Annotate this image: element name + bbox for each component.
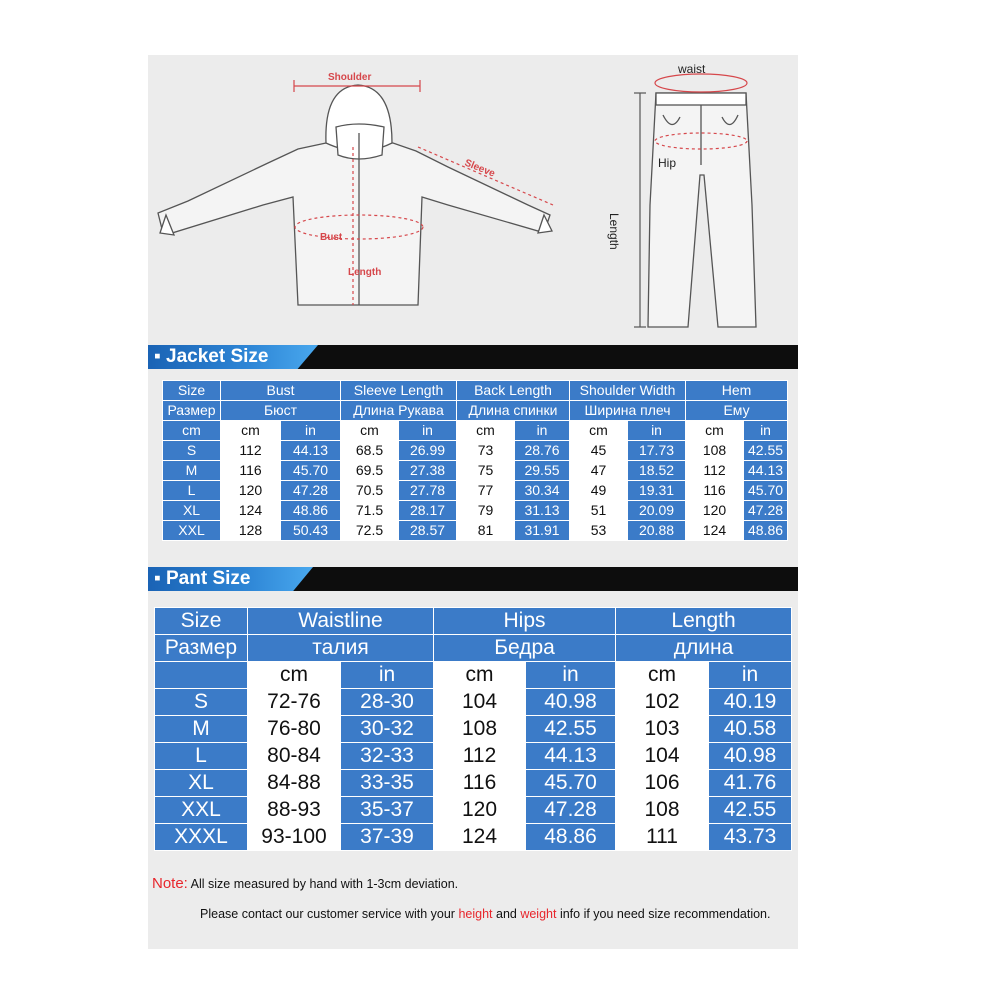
hip-label: Hip bbox=[658, 156, 677, 170]
unit-cell: in bbox=[515, 421, 570, 441]
size-cell: XXXL bbox=[155, 824, 248, 851]
cm-value-cell: 102 bbox=[616, 689, 709, 716]
pants-length-label: Length bbox=[607, 213, 621, 250]
jacket-length-label: Length bbox=[348, 267, 382, 278]
in-value-cell: 32-33 bbox=[341, 743, 434, 770]
in-value-cell: 20.09 bbox=[628, 501, 686, 521]
header-cell: длина bbox=[616, 635, 792, 662]
header-cell: талия bbox=[248, 635, 434, 662]
jacket-size-row bbox=[163, 521, 788, 541]
in-value-cell: 42.55 bbox=[526, 716, 616, 743]
note-and: and bbox=[492, 907, 521, 921]
jacket-size-banner bbox=[148, 345, 798, 369]
cm-value-cell: 116 bbox=[221, 461, 281, 481]
cm-value-cell: 88-93 bbox=[248, 797, 341, 824]
pant-size-table bbox=[154, 607, 792, 851]
cm-value-cell: 124 bbox=[434, 824, 526, 851]
bust-label: Bust bbox=[320, 232, 343, 243]
cm-value-cell: 47 bbox=[570, 461, 628, 481]
header-cell: Длина спинки bbox=[457, 401, 570, 421]
unit-cell: cm bbox=[341, 421, 399, 441]
pant-size-row bbox=[155, 797, 792, 824]
cm-value-cell: 103 bbox=[616, 716, 709, 743]
header-cell: Bust bbox=[221, 381, 341, 401]
unit-cell: cm bbox=[163, 421, 221, 441]
cm-value-cell: 77 bbox=[457, 481, 515, 501]
cm-value-cell: 51 bbox=[570, 501, 628, 521]
cm-value-cell: 69.5 bbox=[341, 461, 399, 481]
in-value-cell: 47.28 bbox=[281, 481, 341, 501]
in-value-cell: 40.98 bbox=[526, 689, 616, 716]
in-value-cell: 48.86 bbox=[281, 501, 341, 521]
header-cell: Size bbox=[155, 608, 248, 635]
in-value-cell: 44.13 bbox=[744, 461, 788, 481]
cm-value-cell: 53 bbox=[570, 521, 628, 541]
jacket-size-table bbox=[162, 380, 788, 541]
header-cell: Ему bbox=[686, 401, 788, 421]
cm-value-cell: 112 bbox=[686, 461, 744, 481]
header-cell: Hem bbox=[686, 381, 788, 401]
in-value-cell: 31.91 bbox=[515, 521, 570, 541]
in-value-cell: 28.57 bbox=[399, 521, 457, 541]
cm-value-cell: 68.5 bbox=[341, 441, 399, 461]
note-line-2 bbox=[200, 907, 770, 921]
note-text: All size measured by hand with 1-3cm deviation. bbox=[190, 877, 459, 891]
jacket-size-title: ▪ Jacket Size bbox=[154, 346, 269, 367]
size-cell: XXL bbox=[155, 797, 248, 824]
header-cell: Ширина плеч bbox=[570, 401, 686, 421]
size-cell: L bbox=[163, 481, 221, 501]
size-cell: S bbox=[155, 689, 248, 716]
header-cell: Hips bbox=[434, 608, 616, 635]
cm-value-cell: 81 bbox=[457, 521, 515, 541]
note-label: Note: bbox=[152, 875, 188, 892]
in-value-cell: 28-30 bbox=[341, 689, 434, 716]
jacket-header-en-row bbox=[163, 381, 788, 401]
in-value-cell: 48.86 bbox=[744, 521, 788, 541]
unit-cell: cm bbox=[686, 421, 744, 441]
waist-label: waist bbox=[678, 62, 706, 76]
jacket-size-row bbox=[163, 501, 788, 521]
cm-value-cell: 124 bbox=[221, 501, 281, 521]
in-value-cell: 28.17 bbox=[399, 501, 457, 521]
measurement-diagram bbox=[148, 55, 798, 345]
unit-cell bbox=[155, 662, 248, 689]
cm-value-cell: 128 bbox=[221, 521, 281, 541]
size-cell: M bbox=[155, 716, 248, 743]
cm-value-cell: 104 bbox=[434, 689, 526, 716]
size-cell: XL bbox=[155, 770, 248, 797]
in-value-cell: 35-37 bbox=[341, 797, 434, 824]
in-value-cell: 30-32 bbox=[341, 716, 434, 743]
note-weight: weight bbox=[520, 907, 557, 921]
cm-value-cell: 108 bbox=[686, 441, 744, 461]
pant-size-row bbox=[155, 689, 792, 716]
cm-value-cell: 71.5 bbox=[341, 501, 399, 521]
in-value-cell: 44.13 bbox=[526, 743, 616, 770]
in-value-cell: 43.73 bbox=[709, 824, 792, 851]
size-cell: M bbox=[163, 461, 221, 481]
note-height: height bbox=[458, 907, 493, 921]
cm-value-cell: 73 bbox=[457, 441, 515, 461]
in-value-cell: 47.28 bbox=[744, 501, 788, 521]
pant-size-row bbox=[155, 824, 792, 851]
cm-value-cell: 80-84 bbox=[248, 743, 341, 770]
in-value-cell: 20.88 bbox=[628, 521, 686, 541]
cm-value-cell: 79 bbox=[457, 501, 515, 521]
cm-value-cell: 45 bbox=[570, 441, 628, 461]
cm-value-cell: 116 bbox=[434, 770, 526, 797]
jacket-size-row bbox=[163, 481, 788, 501]
header-cell: Length bbox=[616, 608, 792, 635]
unit-cell: in bbox=[628, 421, 686, 441]
in-value-cell: 26.99 bbox=[399, 441, 457, 461]
header-cell: Бедра bbox=[434, 635, 616, 662]
header-cell: Длина Рукава bbox=[341, 401, 457, 421]
jacket-header-ru-row bbox=[163, 401, 788, 421]
cm-value-cell: 93-100 bbox=[248, 824, 341, 851]
cm-value-cell: 108 bbox=[616, 797, 709, 824]
in-value-cell: 31.13 bbox=[515, 501, 570, 521]
header-cell: Sleeve Length bbox=[341, 381, 457, 401]
unit-cell: cm bbox=[221, 421, 281, 441]
cm-value-cell: 76-80 bbox=[248, 716, 341, 743]
cm-value-cell: 120 bbox=[221, 481, 281, 501]
in-value-cell: 30.34 bbox=[515, 481, 570, 501]
cm-value-cell: 104 bbox=[616, 743, 709, 770]
in-value-cell: 48.86 bbox=[526, 824, 616, 851]
size-cell: XXL bbox=[163, 521, 221, 541]
unit-cell: in bbox=[281, 421, 341, 441]
unit-cell: in bbox=[399, 421, 457, 441]
in-value-cell: 45.70 bbox=[281, 461, 341, 481]
shoulder-label: Shoulder bbox=[328, 72, 372, 83]
in-value-cell: 33-35 bbox=[341, 770, 434, 797]
header-cell: Бюст bbox=[221, 401, 341, 421]
in-value-cell: 40.19 bbox=[709, 689, 792, 716]
jacket-units-row bbox=[163, 421, 788, 441]
in-value-cell: 40.98 bbox=[709, 743, 792, 770]
unit-cell: in bbox=[709, 662, 792, 689]
cm-value-cell: 111 bbox=[616, 824, 709, 851]
unit-cell: cm bbox=[616, 662, 709, 689]
cm-value-cell: 116 bbox=[686, 481, 744, 501]
unit-cell: cm bbox=[570, 421, 628, 441]
cm-value-cell: 108 bbox=[434, 716, 526, 743]
unit-cell: cm bbox=[248, 662, 341, 689]
pant-size-title: ▪ Pant Size bbox=[154, 568, 251, 589]
unit-cell: in bbox=[744, 421, 788, 441]
header-cell: Размер bbox=[155, 635, 248, 662]
in-value-cell: 27.78 bbox=[399, 481, 457, 501]
size-chart-panel bbox=[148, 55, 798, 949]
jacket-size-row bbox=[163, 461, 788, 481]
cm-value-cell: 112 bbox=[221, 441, 281, 461]
unit-cell: in bbox=[526, 662, 616, 689]
cm-value-cell: 75 bbox=[457, 461, 515, 481]
cm-value-cell: 112 bbox=[434, 743, 526, 770]
note-text-a: Please contact our customer service with your bbox=[200, 907, 459, 921]
in-value-cell: 37-39 bbox=[341, 824, 434, 851]
cm-value-cell: 49 bbox=[570, 481, 628, 501]
note-text-b: info if you need size recommendation. bbox=[556, 907, 771, 921]
in-value-cell: 44.13 bbox=[281, 441, 341, 461]
in-value-cell: 50.43 bbox=[281, 521, 341, 541]
pants-drawing bbox=[648, 93, 756, 327]
in-value-cell: 17.73 bbox=[628, 441, 686, 461]
pant-units-row bbox=[155, 662, 792, 689]
cm-value-cell: 106 bbox=[616, 770, 709, 797]
unit-cell: cm bbox=[457, 421, 515, 441]
in-value-cell: 41.76 bbox=[709, 770, 792, 797]
in-value-cell: 28.76 bbox=[515, 441, 570, 461]
header-cell: Размер bbox=[163, 401, 221, 421]
cm-value-cell: 72.5 bbox=[341, 521, 399, 541]
cm-value-cell: 70.5 bbox=[341, 481, 399, 501]
jacket-size-row bbox=[163, 441, 788, 461]
size-cell: S bbox=[163, 441, 221, 461]
in-value-cell: 27.38 bbox=[399, 461, 457, 481]
header-cell: Back Length bbox=[457, 381, 570, 401]
sleeve-label: Sleeve bbox=[462, 157, 497, 180]
in-value-cell: 42.55 bbox=[709, 797, 792, 824]
in-value-cell: 45.70 bbox=[526, 770, 616, 797]
in-value-cell: 42.55 bbox=[744, 441, 788, 461]
pant-header-ru-row bbox=[155, 635, 792, 662]
header-cell: Waistline bbox=[248, 608, 434, 635]
in-value-cell: 45.70 bbox=[744, 481, 788, 501]
cm-value-cell: 120 bbox=[434, 797, 526, 824]
in-value-cell: 47.28 bbox=[526, 797, 616, 824]
note-line-1 bbox=[152, 875, 458, 892]
in-value-cell: 40.58 bbox=[709, 716, 792, 743]
header-cell: Shoulder Width bbox=[570, 381, 686, 401]
cm-value-cell: 124 bbox=[686, 521, 744, 541]
cm-value-cell: 84-88 bbox=[248, 770, 341, 797]
pant-size-banner bbox=[148, 567, 798, 591]
unit-cell: cm bbox=[434, 662, 526, 689]
pant-size-row bbox=[155, 716, 792, 743]
pant-size-row bbox=[155, 770, 792, 797]
cm-value-cell: 72-76 bbox=[248, 689, 341, 716]
in-value-cell: 18.52 bbox=[628, 461, 686, 481]
pant-header-en-row bbox=[155, 608, 792, 635]
in-value-cell: 19.31 bbox=[628, 481, 686, 501]
cm-value-cell: 120 bbox=[686, 501, 744, 521]
header-cell: Size bbox=[163, 381, 221, 401]
in-value-cell: 29.55 bbox=[515, 461, 570, 481]
pant-size-row bbox=[155, 743, 792, 770]
unit-cell: in bbox=[341, 662, 434, 689]
size-cell: L bbox=[155, 743, 248, 770]
size-cell: XL bbox=[163, 501, 221, 521]
